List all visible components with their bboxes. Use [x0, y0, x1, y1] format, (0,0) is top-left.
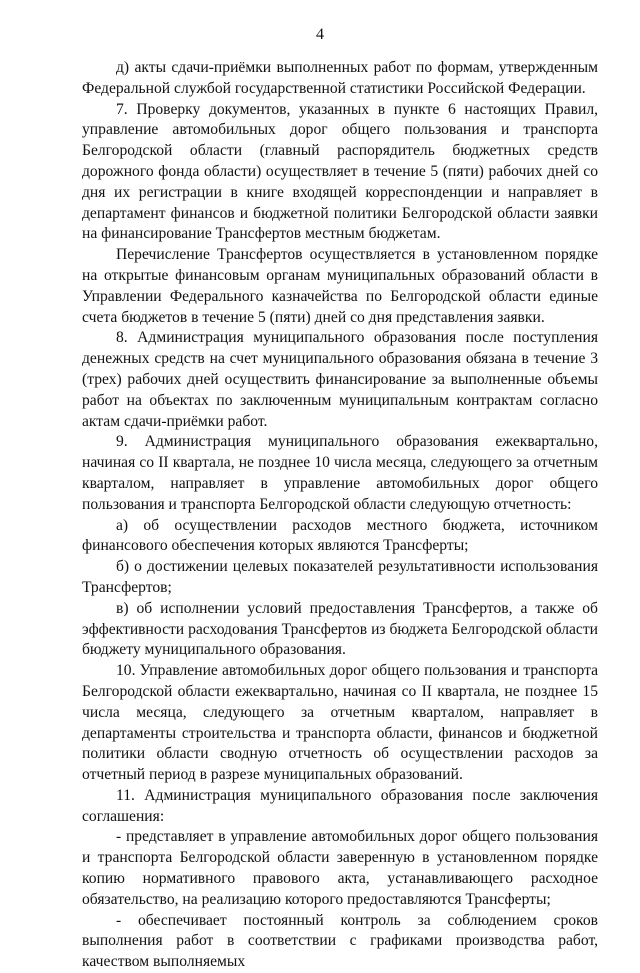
paragraph-11-item-1: - представляет в управление автомобильных дорог общего пользования и транспорта Белгородской области заверенную в установленном порядке копию нормативного правового акта, устанавливающего расходное обязательство, на реализацию которого предоставляются Трансферты; [82, 828, 598, 908]
paragraph-9b: б) о достижении целевых показателей результативности использования Трансфертов; [82, 558, 598, 596]
paragraph-9c: в) об исполнении условий предоставления Трансфертов, а также об эффективности расходования Трансфертов из бюджета Белгородской области бюджету муниципального образования. [82, 599, 598, 659]
paragraph-9a: а) об осуществлении расходов местного бюджета, источником финансового обеспечения которых являются Трансферты; [82, 516, 598, 555]
paragraph-7: 7. Проверку документов, указанных в пункте 6 настоящих Правил, управление автомобильных дорог общего пользования и транспорта Белгородской области (главный распорядитель бюджетных средств дорожного фонда области) осуществляет в течение 5 (пяти) рабочих дней со дня их регистрации в книге входящей корреспонденции и направляет в департамент финансов и бюджетной политики Белгородской области заявки на финансирование Трансфертов местным бюджетам. [82, 100, 598, 243]
paragraph-8: 8. Администрация муниципального образования после поступления денежных средств на счет муниципального образования обязана в течение 3 (трех) рабочих дней осуществить финансирование за выполненные объемы работ на объектах по заключенным муниципальным контрактам согласно актам сдачи-приёмки работ. [82, 329, 598, 430]
paragraph-11: 11. Администрация муниципального образования после заключения соглашения: [82, 786, 598, 825]
document-body [82, 58, 598, 973]
paragraph-10: 10. Управление автомобильных дорог общего пользования и транспорта Белгородской области ежеквартально, начиная со II квартала, не позднее 15 числа месяца, следующего за отчетным кварталом, направляет в департаменты строительства и транспорта области, финансов и бюджетной политики области сводную отчетность об осуществлении расходов за отчетный период в разрезе муниципальных образований. [82, 662, 598, 784]
paragraph-11-item-2: - обеспечивает постоянный контроль за соблюдением сроков выполнения работ в соответствии с графиками производства работ, качеством выполняемых [82, 911, 598, 971]
paragraph-9: 9. Администрация муниципального образования ежеквартально, начиная со II квартала, не позднее 10 числа месяца, следующего за отчетным кварталом, направляет в управление автомобильных дорог общего пользования и транспорта Белгородской области следующую отчетность: [82, 433, 598, 513]
paragraph-transfer: Перечисление Трансфертов осуществляется в установленном порядке на открытые финансовым органам муниципальных образований области в Управлении Федерального казначейства по Белгородской области единые счета бюджетов в течение 5 (пяти) дней со дня представления заявки. [82, 246, 598, 326]
page-number: 4 [316, 26, 324, 43]
paragraph-acts: д) акты сдачи-приёмки выполненных работ по формам, утвержденным Федеральной службой государственной статистики Российской Федерации. [82, 59, 598, 97]
